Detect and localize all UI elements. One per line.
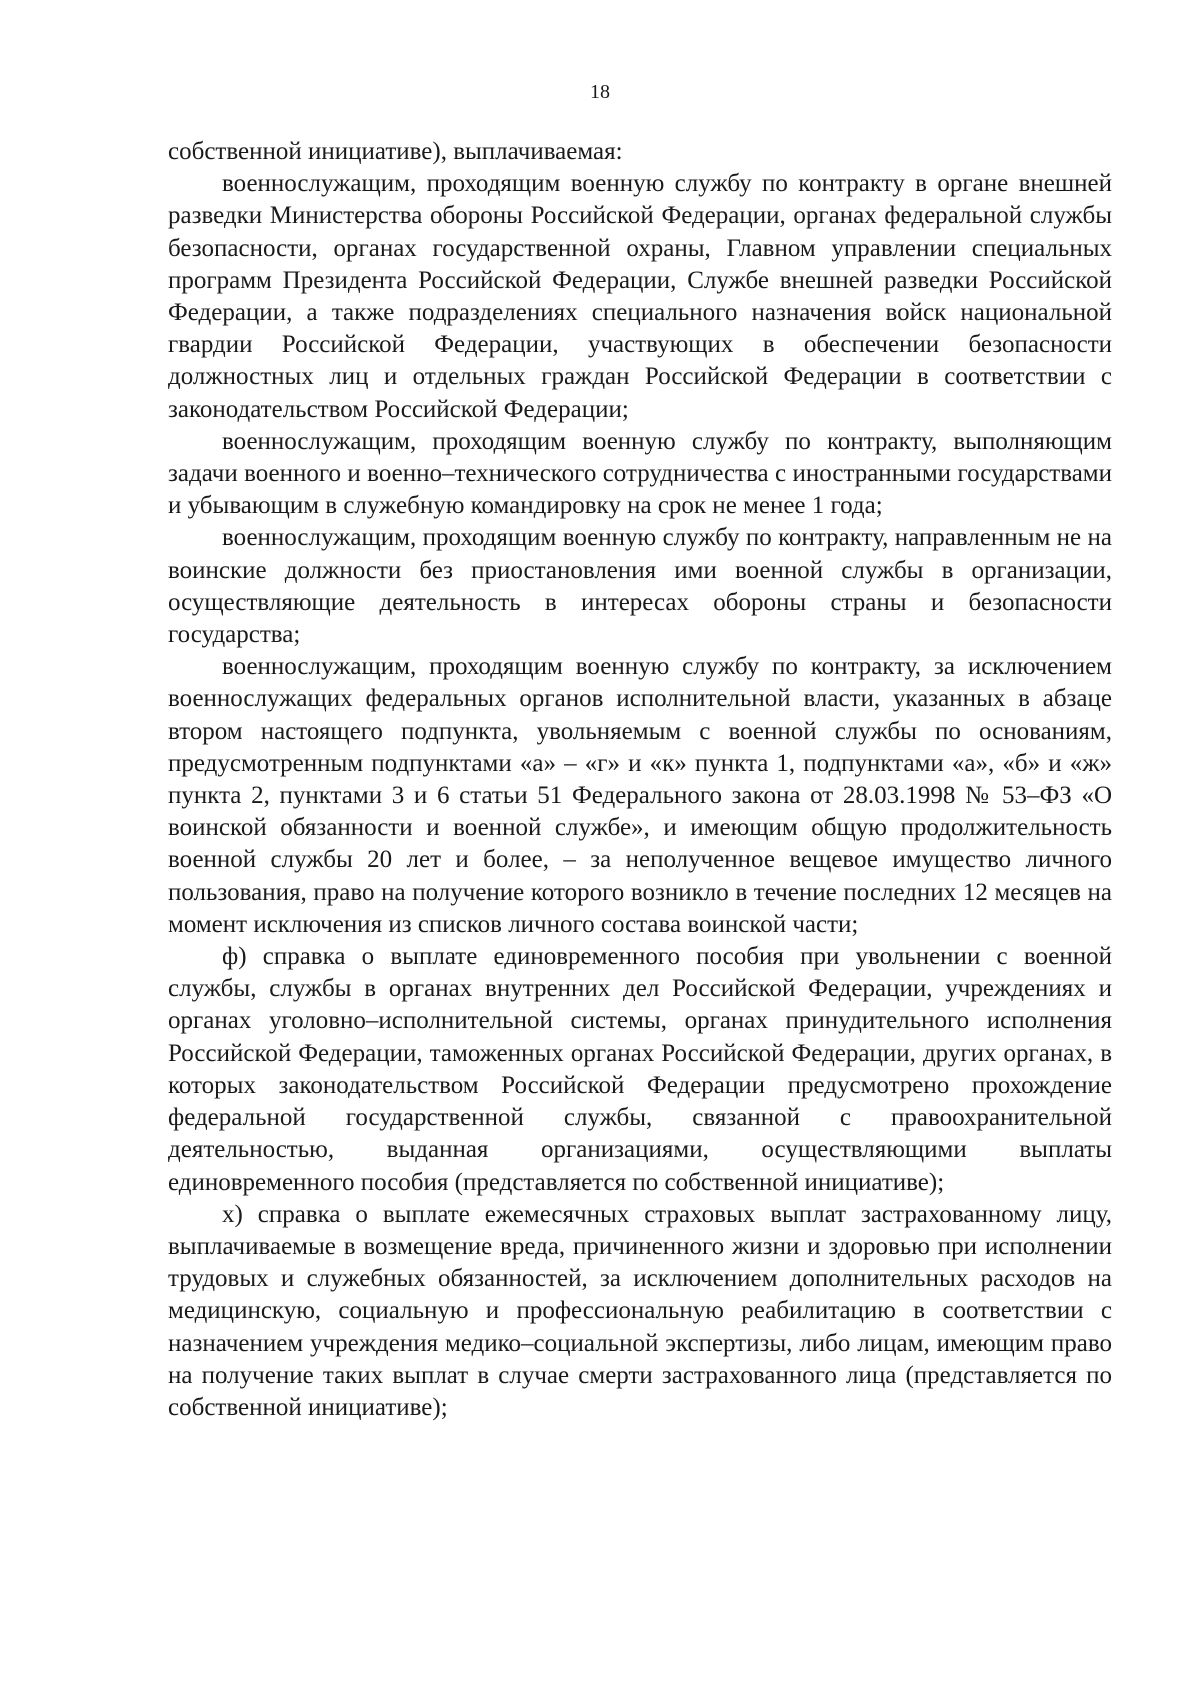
paragraph-continuation: собственной инициативе), выплачиваемая: <box>168 138 623 165</box>
document-body <box>168 136 1112 1424</box>
paragraph-item-kh: х) справка о выплате ежемесячных страховых выплат застрахованному лицу, выплачиваемые в возмещение вреда, причиненного жизни и здоровью при исполнении трудовых и служебных обязанностей, за исключением дополнительных расходов на медицинскую, социальную и профессиональную реабилитацию в соответствии с назначением учреждения медико–социальной экспертизы, либо лицам, имеющим право на получение таких выплат в случае смерти застрахованного лица (представляется по собственной инициативе); <box>168 1200 1112 1421</box>
paragraph-military-non-military-posts: военнослужащим, проходящим военную службу по контракту, направленным не на воинские должности без приостановления ими военной службы в организации, осуществляющие деятельность в интересах обороны страны и безопасности государства; <box>168 524 1112 649</box>
paragraph-military-dismissed: военнослужащим, проходящим военную службу по контракту, за исключением военнослужащих федеральных органов исполнительной власти, указанных в абзаце втором настоящего подпункта, увольняемым с военной службы по основаниям, предусмотренным подпунктами «а» – «г» и «к» пункта 1, подпунктами «а», «б» и «ж» пункта 2, пунктами 3 и 6 статьи 51 Федерального закона от 28.03.1998 № 53–ФЗ «О воинской обязанности и военной службе», и имеющим общую продолжительность военной службы 20 лет и более, – за неполученное вещевое имущество личного пользования, право на получение которого возникло в течение последних 12 месяцев на момент исключения из списков личного состава воинской части; <box>168 653 1112 938</box>
page-number: 18 <box>590 81 610 103</box>
paragraph-military-cooperation: военнослужащим, проходящим военную службу по контракту, выполняющим задачи военного и военно–технического сотрудничества с иностранными государствами и убывающим в служебную командировку на срок не менее 1 года; <box>168 427 1112 520</box>
paragraph-item-f: ф) справка о выплате единовременного пособия при увольнении с военной службы, службы в органах внутренних дел Российской Федерации, учреждениях и органах уголовно–исполнительной системы, органах принудительного исполнения Российской Федерации, таможенных органах Российской Федерации, других органах, в которых законодательством Российской Федерации предусмотрено прохождение федеральной государственной службы, связанной с правоохранительной деятельностью, выданная организациями, осуществляющими выплаты единовременного пособия (представляется по собственной инициативе); <box>168 943 1112 1196</box>
paragraph-military-special-bodies: военнослужащим, проходящим военную службу по контракту в органе внешней разведки Министерства обороны Российской Федерации, органах федеральной службы безопасности, органах государственной охраны, Главном управлении специальных программ Президента Российской Федерации, Службе внешней разведки Российской Федерации, а также подразделениях специального назначения войск национальной гвардии Российской Федерации, участвующих в обеспечении безопасности должностных лиц и отдельных граждан Российской Федерации в соответствии с законодательством Российской Федерации; <box>168 170 1112 423</box>
